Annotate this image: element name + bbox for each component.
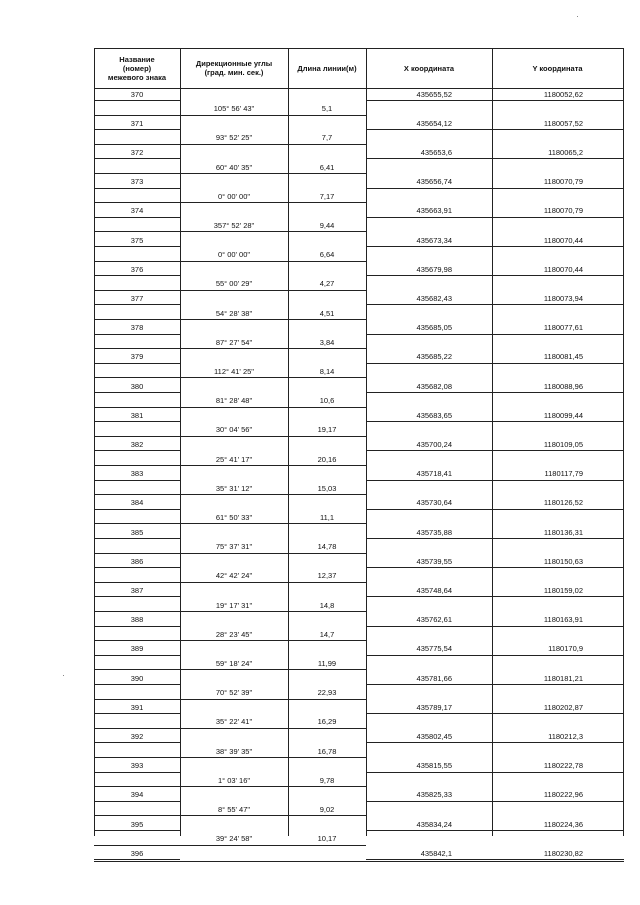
row-line (94, 713, 180, 714)
point-y-coordinate: 1180052,62 (543, 89, 583, 99)
row-line (94, 728, 180, 729)
row-line (366, 304, 624, 305)
row-line (180, 465, 366, 466)
row-line (366, 246, 624, 247)
point-x-coordinate: 435654,12 (416, 118, 452, 128)
segment-angle: 93° 52' 25" (215, 133, 253, 143)
row-line (94, 640, 180, 641)
row-line (180, 202, 366, 203)
row-line (180, 728, 366, 729)
row-line (94, 684, 180, 685)
row-line (94, 699, 180, 700)
segment-length: 11,99 (317, 658, 337, 668)
row-line (366, 567, 624, 568)
row-line (94, 553, 180, 554)
segment-length: 14,7 (319, 629, 335, 639)
segment-length: 15,03 (317, 483, 337, 493)
segment-angle: 0° 00' 00" (217, 250, 251, 260)
row-line (180, 699, 366, 700)
point-x-coordinate: 435730,64 (416, 498, 452, 508)
row-line (366, 684, 624, 685)
point-y-coordinate: 1180202,87 (543, 702, 583, 712)
segment-length: 14,78 (317, 542, 337, 552)
row-line (94, 290, 180, 291)
point-x-coordinate: 435663,91 (416, 206, 452, 216)
point-x-coordinate: 435735,88 (416, 527, 452, 537)
row-line (180, 231, 366, 232)
row-line (366, 596, 624, 597)
segment-angle: 0° 00' 00" (217, 191, 251, 201)
segment-length: 7,17 (319, 191, 335, 201)
point-y-coordinate: 1180070,79 (543, 206, 583, 216)
row-line (366, 480, 624, 481)
row-line (94, 538, 180, 539)
row-line (180, 173, 366, 174)
row-line (94, 815, 180, 816)
point-name: 385 (130, 527, 144, 537)
point-name: 373 (130, 177, 144, 187)
point-x-coordinate: 435834,24 (416, 819, 452, 829)
point-x-coordinate: 435685,22 (416, 352, 452, 362)
segment-length: 5,1 (321, 104, 333, 114)
header-name: Название (номер) межевого знака (107, 54, 167, 82)
row-line (94, 392, 180, 393)
segment-length: 8,14 (319, 366, 335, 376)
segment-angle: 357° 52' 28" (213, 220, 255, 230)
segment-length: 16,78 (317, 746, 337, 756)
table-border-bottom (94, 861, 624, 862)
segment-angle: 38° 39' 35" (215, 746, 253, 756)
point-y-coordinate: 1180081,45 (543, 352, 583, 362)
point-y-coordinate: 1180136,31 (543, 527, 583, 537)
row-line (94, 436, 180, 437)
segment-angle: 35° 22' 41" (215, 717, 253, 727)
point-y-coordinate: 1180065,2 (548, 147, 583, 157)
point-x-coordinate: 435748,64 (416, 585, 452, 595)
segment-length: 19,17 (317, 425, 337, 435)
point-x-coordinate: 435679,98 (416, 264, 452, 274)
row-line (94, 845, 180, 846)
segment-length: 7,7 (321, 133, 333, 143)
row-line (94, 509, 180, 510)
segment-angle: 1° 03' 16" (217, 775, 251, 785)
point-y-coordinate: 1180073,94 (543, 293, 583, 303)
row-line (180, 115, 366, 116)
row-line (94, 450, 180, 451)
point-y-coordinate: 1180070,44 (543, 235, 583, 245)
segment-angle: 105° 56' 43" (213, 104, 255, 114)
point-x-coordinate: 435781,66 (416, 673, 452, 683)
row-line (366, 363, 624, 364)
row-line (366, 626, 624, 627)
table-border-top (94, 48, 624, 49)
row-line (94, 217, 180, 218)
point-x-coordinate: 435656,74 (416, 177, 452, 187)
row-line (180, 786, 366, 787)
segment-length: 6,41 (319, 162, 335, 172)
point-name: 376 (130, 264, 144, 274)
point-x-coordinate: 435682,08 (416, 381, 452, 391)
point-y-coordinate: 1180099,44 (543, 410, 583, 420)
point-y-coordinate: 1180222,96 (543, 790, 583, 800)
point-name: 393 (130, 761, 144, 771)
segment-length: 4,27 (319, 279, 335, 289)
row-line (366, 830, 624, 831)
row-line (94, 596, 180, 597)
point-name: 395 (130, 819, 144, 829)
row-line (94, 202, 180, 203)
point-name: 389 (130, 644, 144, 654)
header-length: Длина линии(м) (297, 63, 357, 73)
segment-length: 10,17 (317, 834, 337, 844)
point-name: 379 (130, 352, 144, 362)
point-y-coordinate: 1180170,9 (548, 644, 583, 654)
row-line (366, 275, 624, 276)
row-line (94, 859, 180, 860)
point-x-coordinate: 435653,6 (420, 147, 452, 157)
segment-length: 22,93 (317, 688, 337, 698)
point-x-coordinate: 435842,1 (420, 848, 452, 858)
point-y-coordinate: 1180070,44 (543, 264, 583, 274)
row-line (94, 830, 180, 831)
row-line (366, 129, 624, 130)
point-x-coordinate: 435775,54 (416, 644, 452, 654)
point-x-coordinate: 435683,65 (416, 410, 452, 420)
row-line (366, 655, 624, 656)
point-x-coordinate: 435718,41 (416, 469, 452, 479)
row-line (94, 115, 180, 116)
segment-angle: 42° 42' 24" (215, 571, 253, 581)
header-y: Y координата (532, 63, 583, 73)
segment-length: 20,16 (317, 454, 337, 464)
point-name: 390 (130, 673, 144, 683)
point-y-coordinate: 1180230,82 (543, 848, 583, 858)
segment-angle: 35° 31' 12" (215, 483, 253, 493)
point-name: 382 (130, 439, 144, 449)
segment-angle: 55° 00' 29" (215, 279, 253, 289)
row-line (366, 538, 624, 539)
row-line (94, 523, 180, 524)
segment-length: 4,51 (319, 308, 335, 318)
point-name: 375 (130, 235, 144, 245)
row-line (94, 772, 180, 773)
segment-angle: 59° 18' 24" (215, 658, 253, 668)
segment-angle: 70° 52' 39" (215, 688, 253, 698)
row-line (94, 567, 180, 568)
point-name: 383 (130, 469, 144, 479)
segment-angle: 39° 24' 58" (215, 834, 253, 844)
segment-length: 11,1 (319, 512, 335, 522)
row-line (180, 144, 366, 145)
row-line (180, 523, 366, 524)
row-line (366, 421, 624, 422)
point-y-coordinate: 1180117,79 (544, 469, 583, 479)
row-line (94, 494, 180, 495)
point-y-coordinate: 1180181,21 (543, 673, 583, 683)
point-name: 388 (130, 615, 144, 625)
segment-angle: 28° 23' 45" (215, 629, 253, 639)
segment-angle: 25° 41' 17" (215, 454, 253, 464)
row-line (94, 421, 180, 422)
row-line (94, 334, 180, 335)
point-x-coordinate: 435762,61 (416, 615, 452, 625)
point-x-coordinate: 435739,55 (416, 556, 452, 566)
segment-angle: 112° 41' 25" (214, 366, 254, 376)
point-y-coordinate: 1180163,91 (543, 615, 583, 625)
row-line (180, 319, 366, 320)
row-line (180, 377, 366, 378)
row-line (366, 801, 624, 802)
row-line (94, 275, 180, 276)
row-line (180, 582, 366, 583)
row-line (366, 509, 624, 510)
row-line (180, 757, 366, 758)
row-line (366, 450, 624, 451)
row-line (94, 465, 180, 466)
segment-length: 16,29 (317, 717, 337, 727)
header-x: X координата (403, 63, 455, 73)
point-name: 378 (130, 323, 144, 333)
row-line (94, 173, 180, 174)
point-name: 372 (130, 147, 144, 157)
point-x-coordinate: 435685,05 (416, 323, 452, 333)
segment-angle: 54° 28' 38" (215, 308, 253, 318)
row-line (180, 845, 366, 846)
row-line (94, 669, 180, 670)
row-line (180, 407, 366, 408)
point-y-coordinate: 1180109,05 (543, 439, 583, 449)
row-line (94, 319, 180, 320)
row-line (94, 626, 180, 627)
row-line (94, 144, 180, 145)
point-name: 374 (130, 206, 144, 216)
row-line (366, 742, 624, 743)
point-name: 391 (130, 702, 144, 712)
row-line (94, 100, 180, 101)
point-y-coordinate: 1180150,63 (543, 556, 583, 566)
point-name: 384 (130, 498, 144, 508)
point-x-coordinate: 435673,34 (416, 235, 452, 245)
segment-angle: 60° 40' 35" (215, 162, 253, 172)
row-line (366, 188, 624, 189)
row-line (180, 436, 366, 437)
row-line (94, 801, 180, 802)
row-line (94, 363, 180, 364)
row-line (94, 757, 180, 758)
point-name: 394 (130, 790, 144, 800)
point-x-coordinate: 435789,17 (416, 702, 452, 712)
row-line (180, 261, 366, 262)
point-name: 380 (130, 381, 144, 391)
point-y-coordinate: 1180077,61 (543, 323, 583, 333)
row-line (94, 304, 180, 305)
point-y-coordinate: 1180222,78 (543, 761, 583, 771)
point-y-coordinate: 1180126,52 (543, 498, 583, 508)
coordinates-table (94, 48, 623, 858)
point-x-coordinate: 435825,33 (416, 790, 452, 800)
row-line (366, 392, 624, 393)
point-name: 387 (130, 585, 144, 595)
segment-angle: 30° 04' 56" (215, 425, 253, 435)
segment-length: 3,84 (319, 337, 335, 347)
segment-angle: 61° 50' 33" (215, 512, 253, 522)
segment-angle: 75° 37' 31" (215, 542, 253, 552)
row-line (366, 334, 624, 335)
row-line (94, 231, 180, 232)
point-y-coordinate: 1180159,02 (543, 585, 583, 595)
point-y-coordinate: 1180224,36 (543, 819, 583, 829)
row-line (366, 217, 624, 218)
row-line (180, 669, 366, 670)
point-y-coordinate: 1180212,3 (548, 731, 583, 741)
row-line (94, 246, 180, 247)
point-name: 377 (130, 293, 144, 303)
segment-angle: 19° 17' 31" (215, 600, 253, 610)
row-line (94, 742, 180, 743)
row-line (94, 188, 180, 189)
row-line (94, 407, 180, 408)
row-line (94, 611, 180, 612)
row-line (94, 348, 180, 349)
row-line (180, 348, 366, 349)
row-line (94, 158, 180, 159)
row-line (94, 129, 180, 130)
point-y-coordinate: 1180088,96 (543, 381, 583, 391)
point-name: 370 (130, 89, 144, 99)
row-line (180, 815, 366, 816)
table-border-right (623, 48, 624, 836)
point-name: 396 (130, 848, 144, 858)
row-line (180, 553, 366, 554)
row-line (180, 640, 366, 641)
row-line (180, 494, 366, 495)
point-x-coordinate: 435700,24 (416, 439, 452, 449)
segment-length: 14,8 (319, 600, 335, 610)
segment-length: 6,64 (319, 250, 335, 260)
segment-length: 9,02 (319, 804, 335, 814)
point-name: 392 (130, 731, 144, 741)
row-line (94, 655, 180, 656)
scan-speck (577, 16, 578, 17)
segment-length: 12,37 (317, 571, 337, 581)
row-line (366, 158, 624, 159)
row-line (94, 786, 180, 787)
point-x-coordinate: 435655,52 (416, 89, 452, 99)
point-x-coordinate: 435815,55 (416, 761, 452, 771)
segment-length: 10,6 (319, 396, 335, 406)
row-line (94, 377, 180, 378)
row-line (94, 582, 180, 583)
header-angle: Дирекционные углы (град. мин. сек.) (195, 59, 273, 77)
segment-angle: 81° 28' 48" (215, 396, 253, 406)
row-line (366, 859, 624, 860)
row-line (366, 772, 624, 773)
row-line (94, 261, 180, 262)
segment-length: 9,78 (319, 775, 335, 785)
row-line (94, 480, 180, 481)
segment-length: 9,44 (319, 220, 335, 230)
point-name: 371 (130, 118, 144, 128)
segment-angle: 8° 55' 47" (217, 804, 251, 814)
point-name: 381 (130, 410, 144, 420)
point-x-coordinate: 435682,43 (416, 293, 452, 303)
row-line (180, 611, 366, 612)
scan-speck (63, 675, 64, 676)
row-line (366, 100, 624, 101)
row-line (180, 290, 366, 291)
point-y-coordinate: 1180070,79 (543, 177, 583, 187)
row-line (366, 713, 624, 714)
point-name: 386 (130, 556, 144, 566)
point-y-coordinate: 1180057,52 (543, 118, 583, 128)
segment-angle: 87° 27' 54" (215, 337, 253, 347)
point-x-coordinate: 435802,45 (416, 731, 452, 741)
